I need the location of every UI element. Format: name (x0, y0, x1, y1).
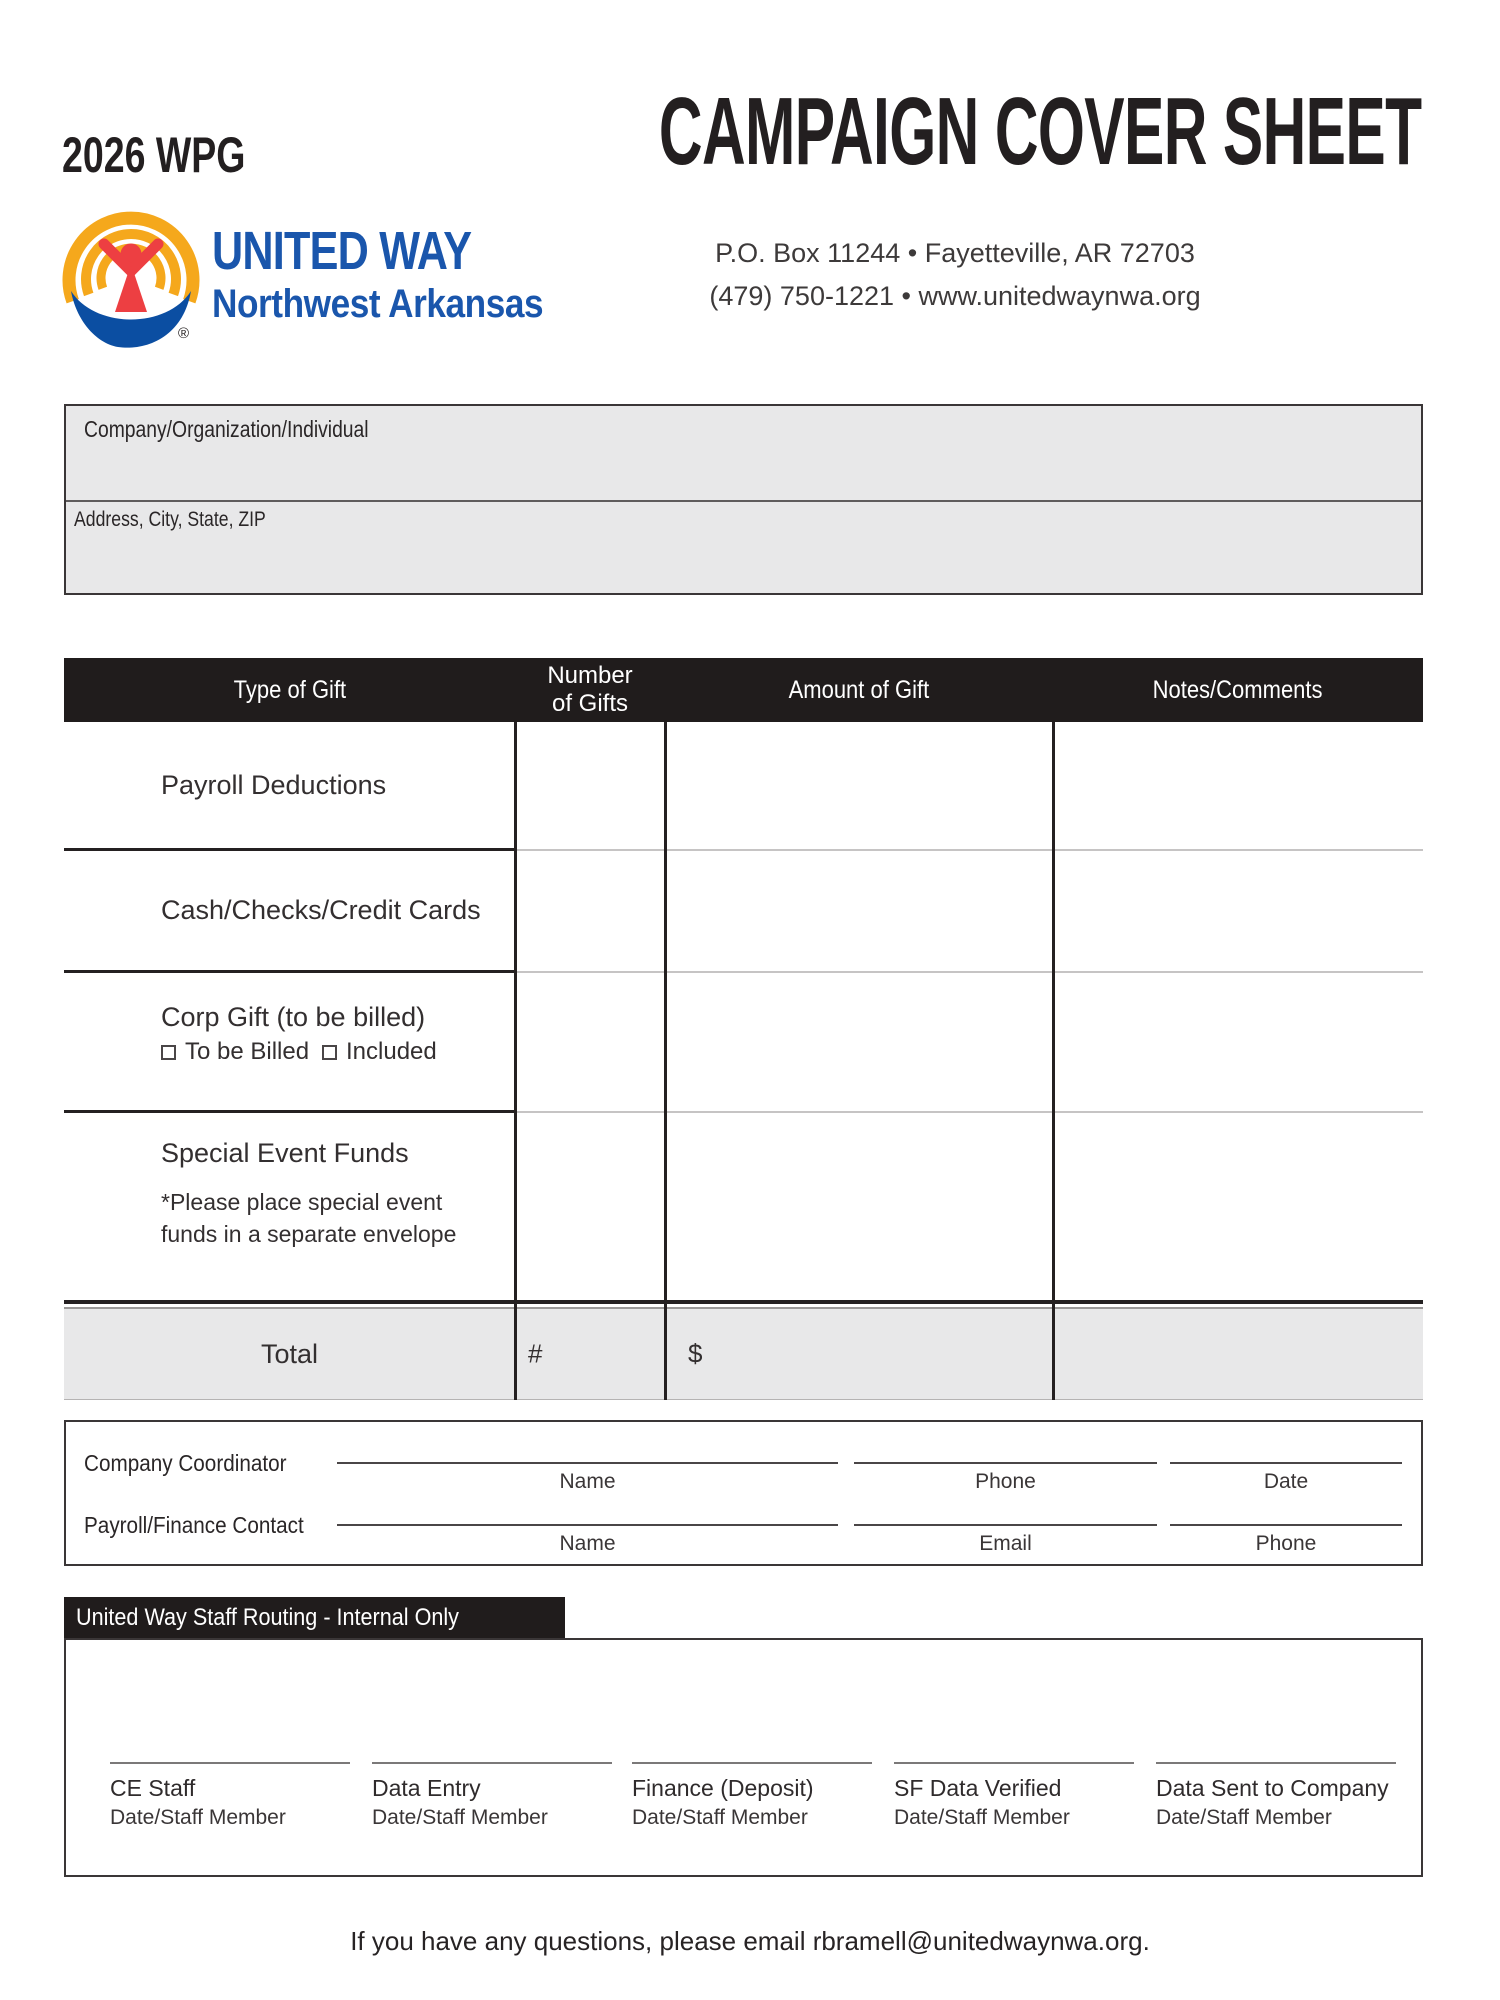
org-address-line: P.O. Box 11244 • Fayetteville, AR 72703 (715, 238, 1195, 268)
ce-staff-signature-block[interactable] (110, 1762, 350, 1830)
row-label-special-event-funds: Special Event Funds (161, 1138, 409, 1168)
col-header-number-of-gifts: Number of Gifts (547, 662, 633, 717)
coordinator-phone-line[interactable] (854, 1462, 1157, 1464)
row-label-cash-checks-credit-cards: Cash/Checks/Credit Cards (161, 895, 481, 925)
special-event-amount-cell[interactable] (667, 1114, 1051, 1300)
payroll-number-cell[interactable] (517, 724, 663, 848)
payroll-notes-cell[interactable] (1055, 724, 1423, 848)
total-number-prefix: # (528, 1338, 543, 1369)
special-event-notes-cell[interactable] (1055, 1114, 1423, 1300)
ce-staff-label: CE Staff (110, 1775, 196, 1801)
footer-questions-note: If you have any questions, please email rbramell@unitedwaynwa.org. (350, 1926, 1150, 1956)
finance-name-line[interactable] (337, 1524, 838, 1526)
cash-checks-amount-cell[interactable] (667, 852, 1051, 970)
org-region: Northwest Arkansas (212, 282, 544, 326)
coordinator-date-line[interactable] (1170, 1462, 1402, 1464)
total-amount-prefix: $ (688, 1338, 703, 1369)
data-entry-label: Data Entry (372, 1775, 481, 1801)
company-field-label: Company/Organization/Individual (84, 416, 369, 442)
col-header-type-of-gift: Type of Gift (233, 675, 346, 704)
coordinator-date-caption: Date (1263, 1470, 1309, 1493)
coordinator-name-line[interactable] (337, 1462, 838, 1464)
to-be-billed-label: To be Billed (185, 1038, 310, 1065)
included-checkbox[interactable] (322, 1045, 337, 1060)
data-sent-to-company-label: Data Sent to Company (1156, 1775, 1389, 1801)
special-event-note: *Please place special event funds in a separate envelope (161, 1189, 457, 1248)
coordinator-phone-caption: Phone (975, 1470, 1036, 1493)
payroll-amount-cell[interactable] (667, 724, 1051, 848)
address-field[interactable] (66, 502, 1421, 593)
payroll-finance-contact-label: Payroll/Finance Contact (84, 1512, 304, 1538)
row-label-corp-gift: Corp Gift (to be billed) (161, 1002, 426, 1032)
company-info-box (64, 404, 1423, 595)
finance-email-line[interactable] (854, 1524, 1157, 1526)
registered-trademark: ® (178, 325, 190, 342)
contacts-box (64, 1420, 1423, 1566)
included-option (322, 1038, 437, 1066)
coordinator-name-caption: Name (559, 1470, 616, 1493)
finance-email-caption: Email (979, 1532, 1032, 1555)
corp-gift-amount-cell[interactable] (667, 974, 1051, 1110)
data-sent-to-company-caption: Date/Staff Member (1156, 1806, 1332, 1829)
company-coordinator-label: Company Coordinator (84, 1450, 287, 1476)
org-phone-website-line: (479) 750-1221 • www.unitedwaynwa.org (709, 281, 1201, 311)
cash-checks-notes-cell[interactable] (1055, 852, 1423, 970)
total-rule-thick (64, 1300, 1423, 1304)
row-divider (64, 970, 515, 973)
row-divider-light (515, 971, 1423, 973)
page-title: CAMPAIGN COVER SHEET (658, 78, 1422, 185)
col-header-notes-comments: Notes/Comments (1153, 675, 1323, 704)
total-notes-cell[interactable] (1055, 1309, 1423, 1399)
total-amount-cell[interactable] (667, 1309, 1051, 1399)
address-field-label: Address, City, State, ZIP (74, 508, 266, 531)
row-divider-light (515, 1111, 1423, 1113)
routing-section-header: United Way Staff Routing - Internal Only (64, 1597, 565, 1638)
row-divider (64, 848, 515, 851)
row-label-payroll-deductions: Payroll Deductions (161, 770, 387, 800)
org-name: UNITED WAY (212, 221, 472, 281)
data-sent-to-company-signature-block[interactable] (1156, 1762, 1396, 1830)
included-label: Included (346, 1038, 437, 1065)
routing-box (64, 1638, 1423, 1877)
to-be-billed-checkbox[interactable] (161, 1045, 176, 1060)
finance-phone-caption: Phone (1255, 1532, 1317, 1555)
row-divider-light (515, 849, 1423, 851)
finance-phone-line[interactable] (1170, 1524, 1402, 1526)
sf-data-verified-signature-block[interactable] (894, 1762, 1134, 1830)
finance-deposit-signature-block[interactable] (632, 1762, 872, 1830)
campaign-year-label: 2026 WPG (62, 127, 246, 183)
corp-gift-notes-cell[interactable] (1055, 974, 1423, 1110)
ce-staff-caption: Date/Staff Member (110, 1806, 286, 1829)
total-number-cell[interactable] (517, 1309, 663, 1399)
data-entry-signature-block[interactable] (372, 1762, 612, 1830)
gift-table-header (64, 658, 1423, 722)
special-event-number-cell[interactable] (517, 1114, 663, 1300)
to-be-billed-option (161, 1038, 309, 1066)
total-label: Total (260, 1338, 319, 1369)
column-line (1052, 722, 1055, 1400)
sf-data-verified-caption: Date/Staff Member (894, 1806, 1070, 1829)
corp-gift-number-cell[interactable] (517, 974, 663, 1110)
total-row (64, 1309, 1423, 1400)
sf-data-verified-label: SF Data Verified (894, 1775, 1062, 1801)
col-header-amount-of-gift: Amount of Gift (788, 675, 930, 704)
finance-name-caption: Name (559, 1532, 616, 1555)
row-divider (64, 1110, 515, 1113)
company-name-field[interactable] (66, 406, 1421, 500)
cash-checks-number-cell[interactable] (517, 852, 663, 970)
column-line (514, 722, 517, 1400)
data-entry-caption: Date/Staff Member (372, 1806, 548, 1829)
finance-deposit-label: Finance (Deposit) (632, 1775, 814, 1801)
column-line (664, 722, 667, 1400)
finance-deposit-caption: Date/Staff Member (632, 1806, 808, 1829)
